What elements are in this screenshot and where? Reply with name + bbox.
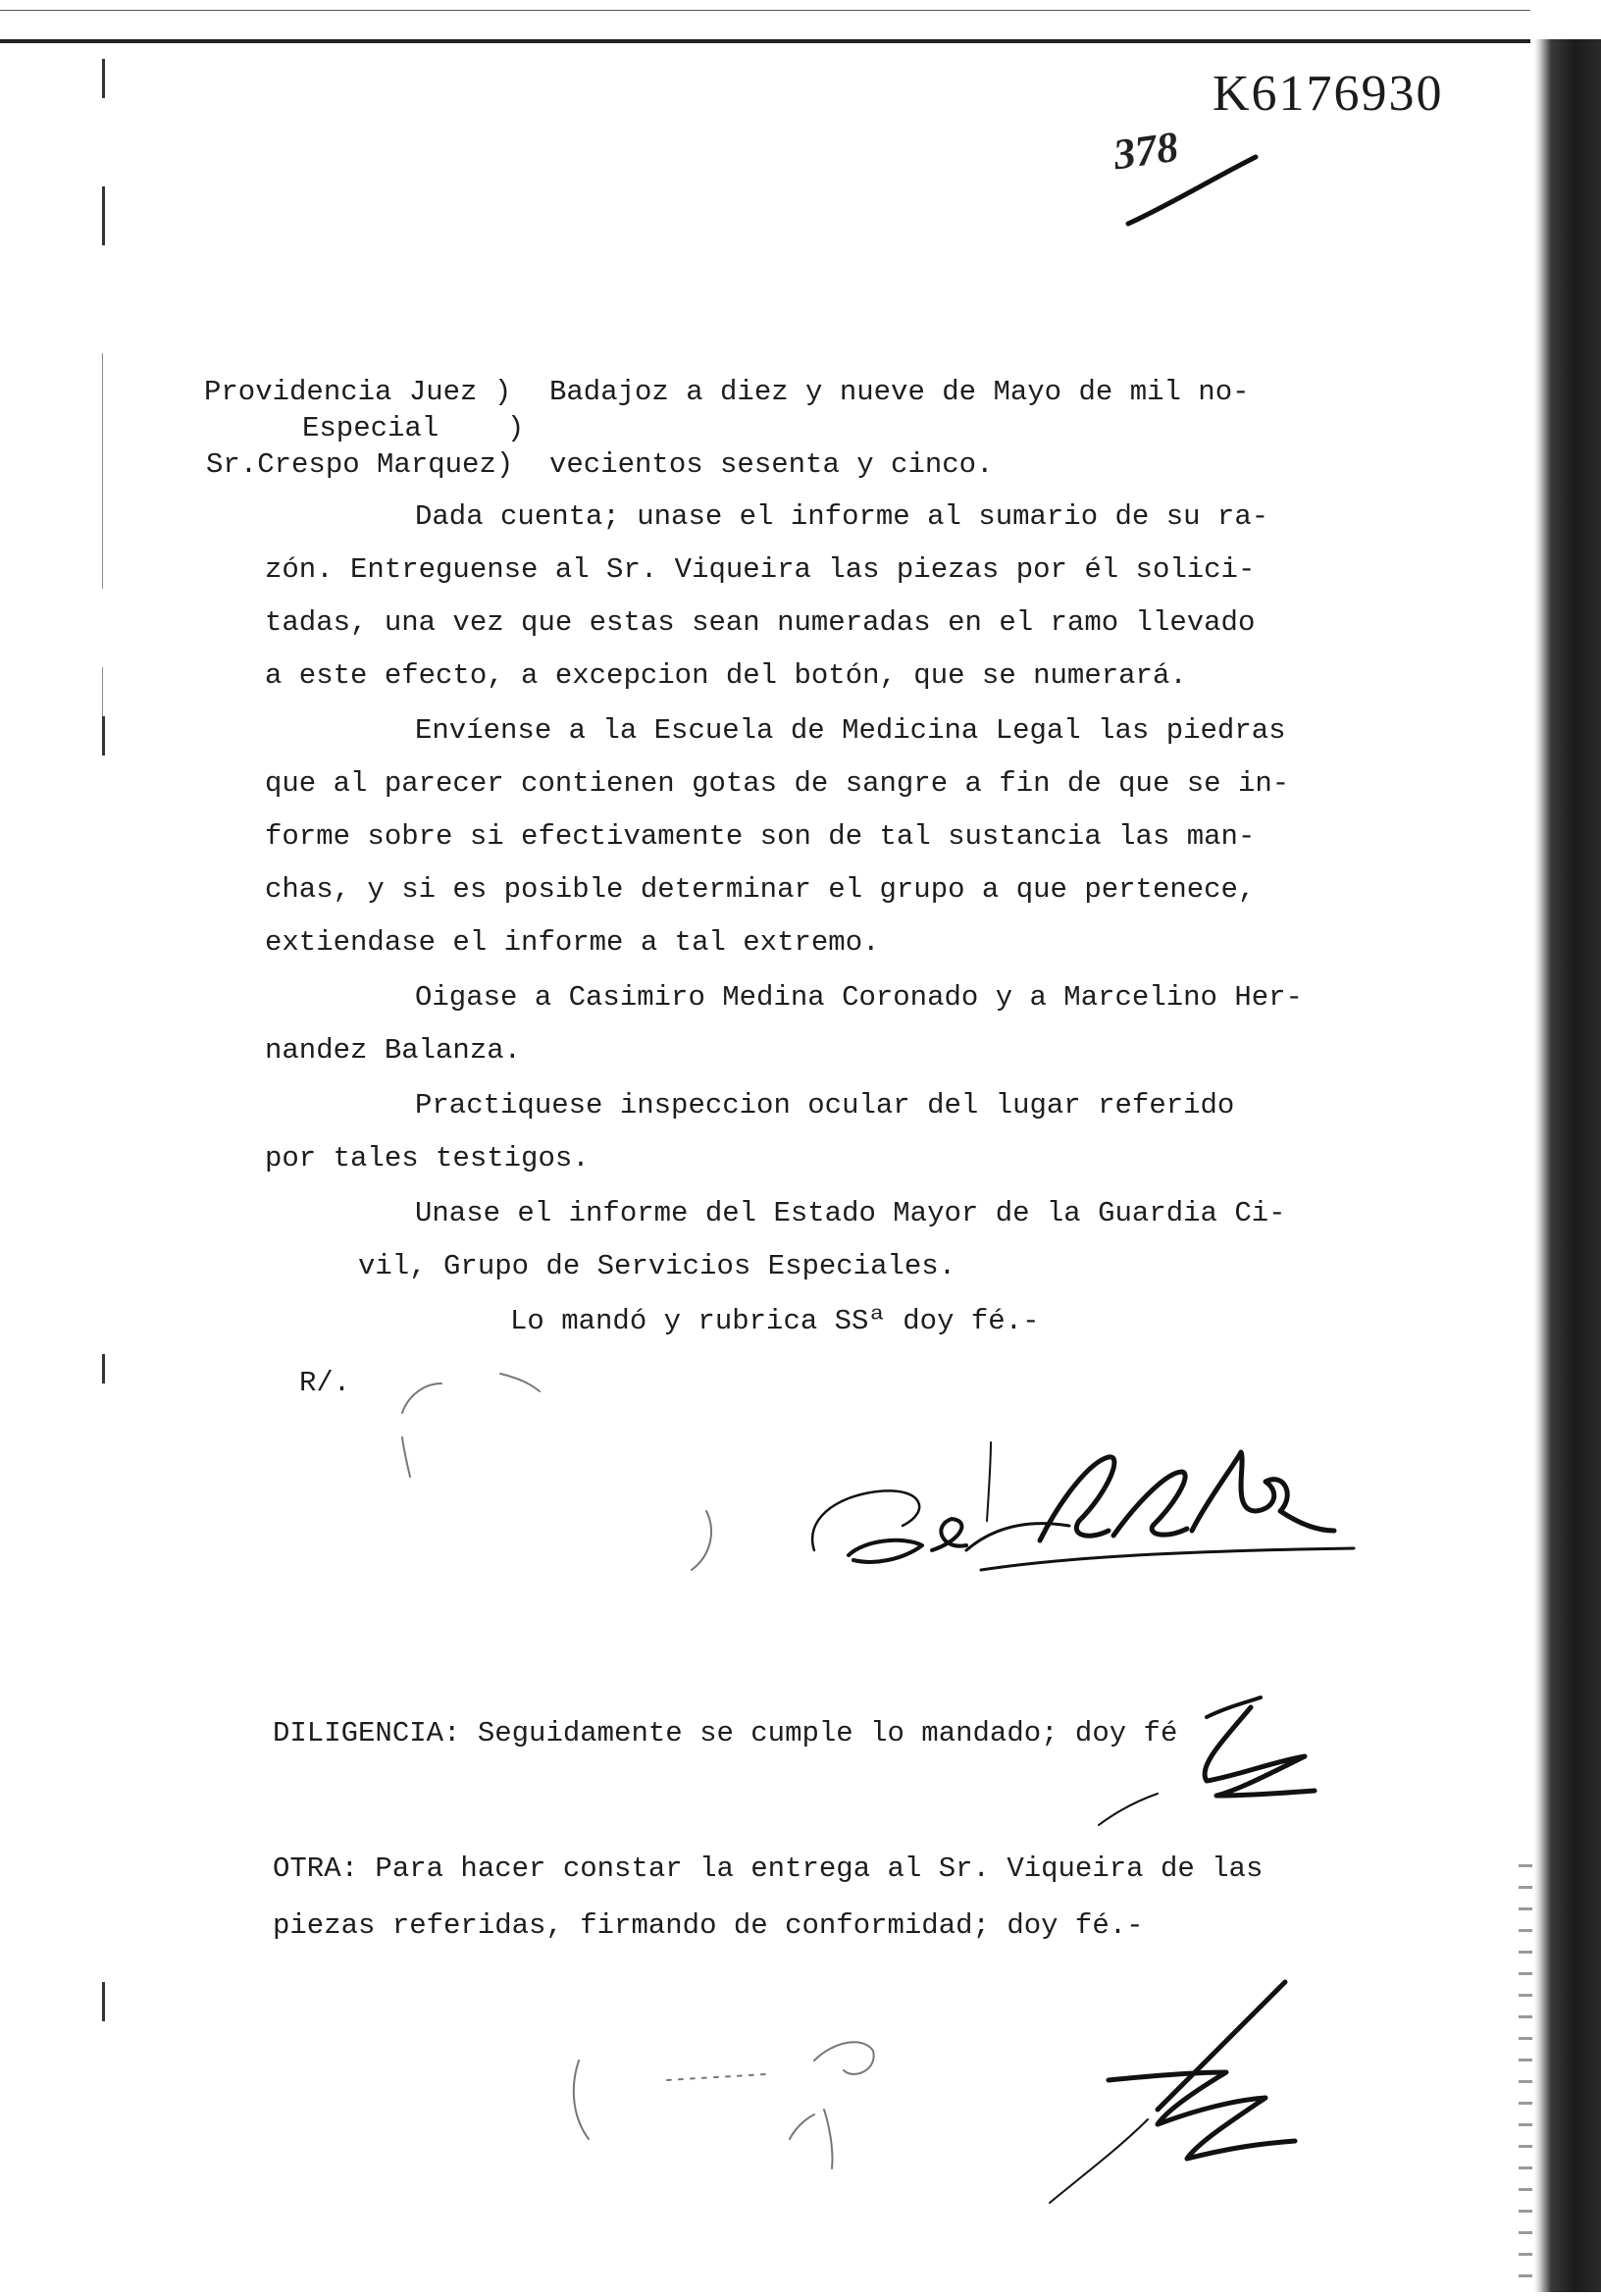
faint-mark bbox=[383, 1354, 559, 1482]
otra-line-1: OTRA: Para hacer constar la entrega al Sr. Viqueira de las bbox=[273, 1852, 1264, 1885]
body-line: Dada cuenta; unase el informe al sumario de su ra- bbox=[415, 500, 1269, 533]
diligencia-signature bbox=[1079, 1688, 1334, 1835]
header-left-line-3: Sr.Crespo Marquez) bbox=[206, 448, 514, 481]
body-line: vil, Grupo de Servicios Especiales. bbox=[358, 1250, 956, 1282]
body-line: nandez Balanza. bbox=[265, 1034, 522, 1067]
top-edge-line bbox=[0, 10, 1530, 11]
body-line: a este efecto, a excepcion del botón, que se numerará. bbox=[265, 659, 1187, 692]
header-text-line-1: Badajoz a diez y nueve de Mayo de mil no- bbox=[549, 376, 1250, 408]
binding-mark bbox=[102, 59, 105, 98]
body-line: tadas, una vez que estas sean numeradas en el ramo llevado bbox=[265, 606, 1256, 639]
body-line: que al parecer contienen gotas de sangre a fin de que se in- bbox=[265, 767, 1290, 800]
folio-number: 378 bbox=[1110, 122, 1182, 180]
binding-mark bbox=[102, 1354, 105, 1383]
otra-line-2: piezas referidas, firmando de conformidad; doy fé.- bbox=[273, 1909, 1144, 1942]
body-line: extiendase el informe a tal extremo. bbox=[265, 926, 880, 959]
header-left-line-1: Providencia Juez ) bbox=[204, 376, 512, 408]
binding-mark bbox=[102, 716, 105, 756]
body-line: zón. Entreguense al Sr. Viqueira las piezas por él solici- bbox=[265, 553, 1256, 586]
top-border-rule bbox=[0, 39, 1530, 43]
binding-marks bbox=[98, 59, 114, 1982]
body-line: Practiquese inspeccion ocular del lugar referido bbox=[415, 1089, 1235, 1122]
body-line: chas, y si es posible determinar el grupo a que pertenece, bbox=[265, 873, 1256, 906]
diligencia-line: DILIGENCIA: Seguidamente se cumple lo mandado; doy fé bbox=[273, 1717, 1178, 1749]
reference-number: K6176930 bbox=[1213, 66, 1444, 122]
body-line: por tales testigos. bbox=[265, 1142, 590, 1174]
conformity-signature bbox=[1001, 1962, 1334, 2218]
rubric-mark: R/. bbox=[299, 1367, 351, 1399]
faint-mark bbox=[677, 1501, 736, 1580]
body-line: Envíense a la Escuela de Medicina Legal las piedras bbox=[415, 714, 1286, 747]
scan-right-shadow bbox=[1534, 39, 1601, 2292]
folio-underline-stroke bbox=[1109, 137, 1265, 245]
binding-mark bbox=[102, 186, 105, 245]
body-line: Unase el informe del Estado Mayor de la Guardia Ci- bbox=[415, 1197, 1286, 1229]
body-line: Oigase a Casimiro Medina Coronado y a Marcelino Her- bbox=[415, 981, 1303, 1014]
closing-line: Lo mandó y rubrica SSª doy fé.- bbox=[510, 1305, 1040, 1337]
judge-signature bbox=[667, 1403, 1373, 1599]
header-text-line-3: vecientos sesenta y cinco. bbox=[549, 448, 994, 481]
binding-mark bbox=[102, 353, 103, 589]
binding-mark bbox=[102, 1982, 105, 2021]
header-left-line-2: Especial ) bbox=[302, 412, 525, 444]
body-line: forme sobre si efectivamente son de tal sustancia las man- bbox=[265, 820, 1256, 853]
conformity-faint-signature bbox=[549, 2002, 1001, 2178]
scan-speckle bbox=[1519, 1864, 1532, 2296]
